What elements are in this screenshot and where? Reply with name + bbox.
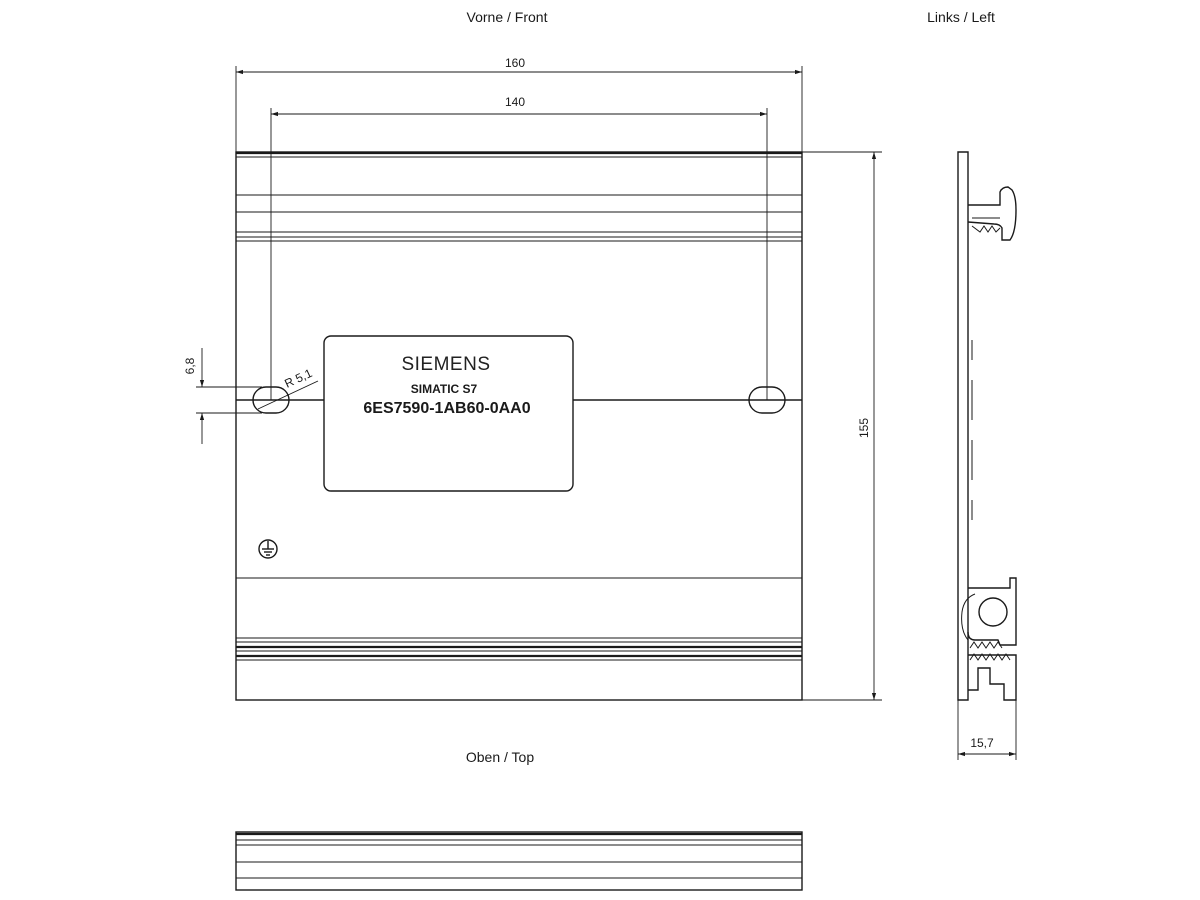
top-profile-lines bbox=[236, 153, 802, 241]
model-text: SIMATIC S7 bbox=[410, 382, 478, 396]
side-lower-foot bbox=[968, 655, 1016, 700]
front-view bbox=[236, 152, 802, 700]
top-view-title: Oben / Top bbox=[465, 749, 535, 765]
bottom-profile-lines bbox=[236, 578, 802, 660]
side-upper-hook bbox=[968, 187, 1016, 240]
left-view bbox=[958, 152, 1016, 700]
dim-width-label: 160 bbox=[504, 56, 526, 70]
ground-symbol-icon bbox=[259, 540, 277, 558]
rail-outline bbox=[236, 152, 802, 700]
side-channel-circle bbox=[979, 598, 1007, 626]
dim-radius-label: R 5,1 bbox=[282, 365, 315, 391]
dim-hole-spacing-label: 140 bbox=[504, 95, 526, 109]
front-view-title: Vorne / Front bbox=[466, 9, 548, 25]
top-view-outline bbox=[236, 832, 802, 890]
dim-depth-label: 15,7 bbox=[970, 736, 994, 750]
dim-hole-offset-label: 6,8 bbox=[183, 357, 197, 375]
brand-logo-text: SIEMENS bbox=[401, 354, 491, 375]
dim-height-label: 155 bbox=[857, 417, 871, 439]
side-dimensions bbox=[958, 700, 1016, 760]
part-number-text: 6ES7590-1AB60-0AA0 bbox=[363, 400, 531, 417]
top-view bbox=[236, 832, 802, 890]
left-view-title: Links / Left bbox=[927, 9, 995, 25]
side-lower-profile bbox=[968, 578, 1016, 645]
side-back-plate bbox=[958, 152, 968, 700]
